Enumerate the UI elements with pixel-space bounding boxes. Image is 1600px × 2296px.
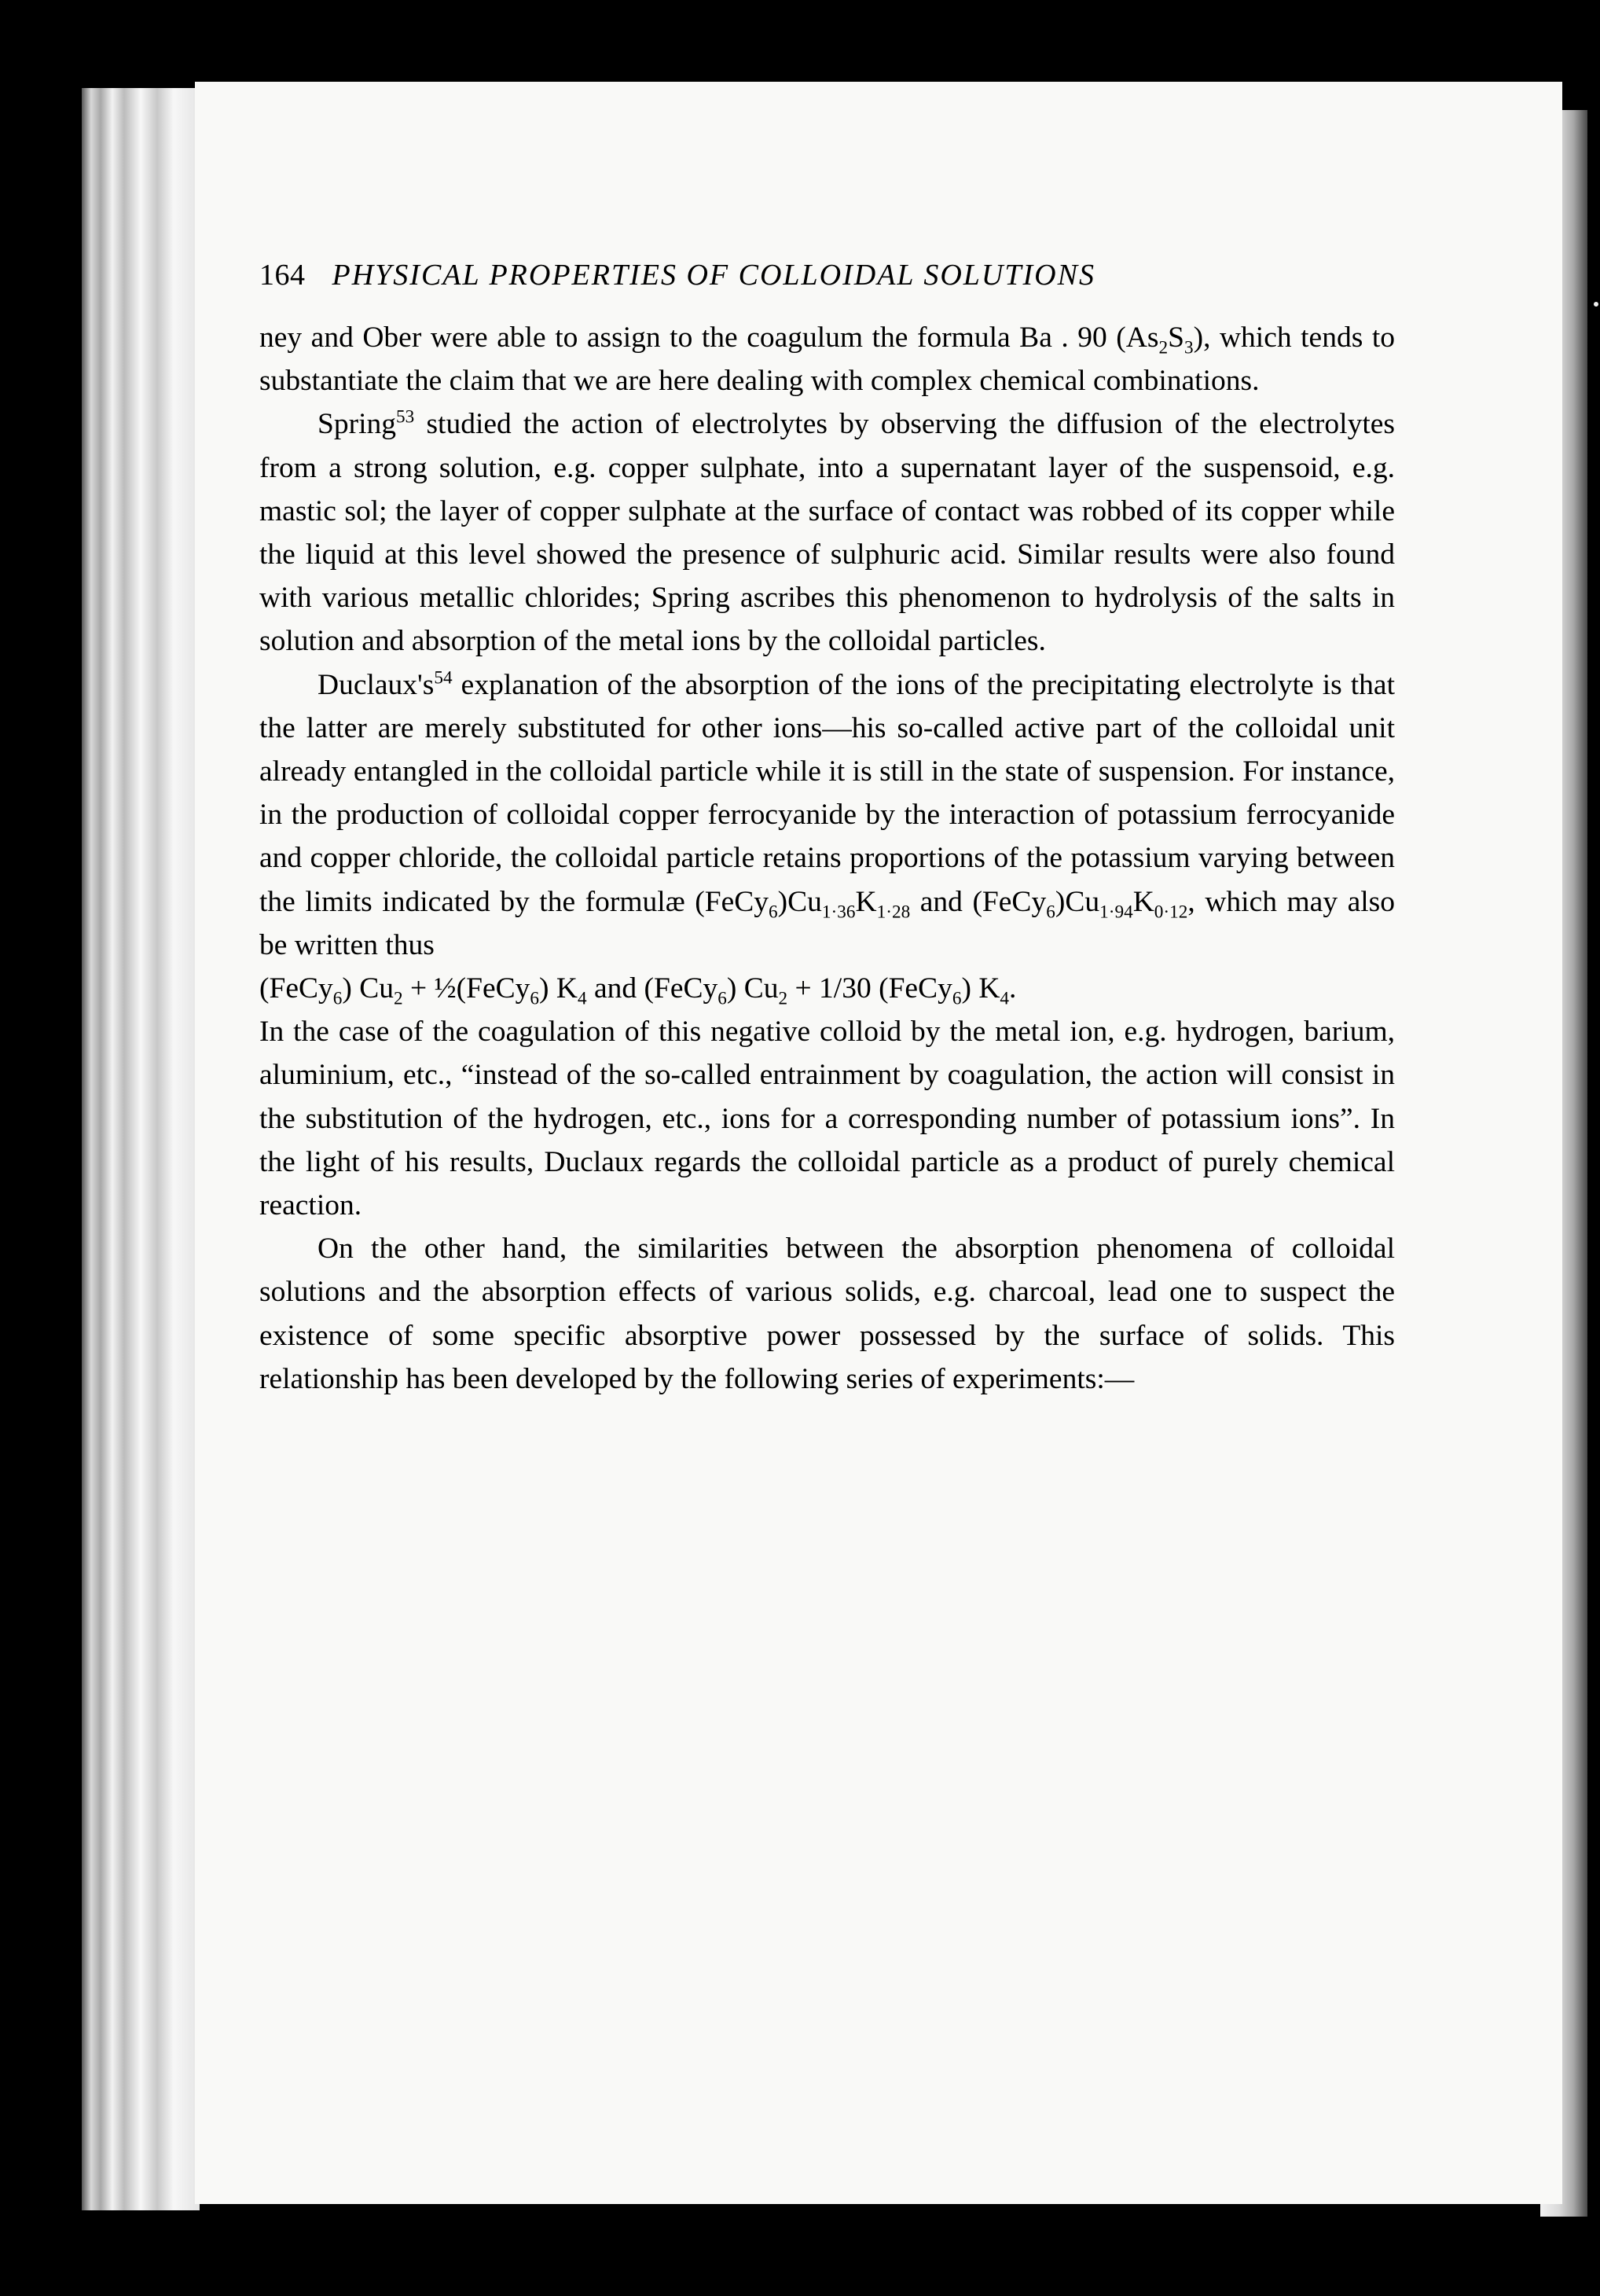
text-run: ney and Ober were able to assign to the coagulum the formula Ba . 90 (As <box>259 321 1159 354</box>
subscript: 3 <box>1183 337 1194 358</box>
subscript: 2 <box>1158 337 1169 358</box>
text-run: K <box>1132 885 1154 918</box>
text-run: ) Cu <box>342 972 394 1005</box>
text-run: )Cu <box>777 885 822 918</box>
footnote-reference: 53 <box>396 406 415 428</box>
text-run: explanation of the absorption of the ions of the precipitating electrolyte is that the latter are merely substituted for other ions—his so-called active part of the colloidal unit already entangled in the colloidal particle while it is still in the state of suspension. For instance, in the production of colloidal copper ferrocyanide by the interaction of potassium ferrocyanide and copper chloride, the colloidal particle retains proportions of the potassium varying between the limits indicated by the formulæ (FeCy <box>259 668 1395 918</box>
paragraph <box>259 663 1395 967</box>
subscript: 6 <box>530 988 540 1009</box>
subscript: 6 <box>769 902 778 923</box>
book-page-edges-left <box>82 88 200 2210</box>
text-run: S <box>1168 321 1184 354</box>
running-head <box>259 258 1395 292</box>
paragraph <box>259 1010 1395 1227</box>
text-run: Spring <box>317 408 397 441</box>
subscript: 1·94 <box>1099 902 1133 923</box>
subscript: 2 <box>394 988 403 1009</box>
text-run: ) K <box>539 972 578 1005</box>
text-run: Duclaux's <box>317 668 435 701</box>
subscript: 1·28 <box>876 902 911 923</box>
paragraph <box>259 402 1395 663</box>
text-run: (FeCy <box>259 972 333 1005</box>
subscript: 2 <box>778 988 788 1009</box>
subscript: 0·12 <box>1154 902 1188 923</box>
text-run: )Cu <box>1055 885 1100 918</box>
subscript: 6 <box>952 988 962 1009</box>
text-run: , which may also be written thus <box>259 885 1396 961</box>
text-run: studied the action of electrolytes by observing the diffusion of the electrolytes from a strong solution, e.g. copper sulphate, into a supernatant layer of the suspensoid, e.g. mastic sol; the layer of copper sulphate at the surface of contact was robbed of its copper while the liquid at this level showed the presence of sulphuric acid. Similar results were also found with various metallic chlorides; Spring ascribes this phenomenon to hydrolysis of the salts in solution and absorption of the metal ions by the colloidal particles. <box>259 408 1395 658</box>
footnote-reference: 54 <box>434 667 453 689</box>
text-run: ) Cu <box>726 972 779 1005</box>
paragraph <box>259 316 1395 402</box>
subscript: 4 <box>1000 988 1010 1009</box>
text-run: and (FeCy <box>910 885 1047 918</box>
text-run: K <box>855 885 877 918</box>
subscript: 4 <box>577 988 587 1009</box>
subscript: 1·36 <box>821 902 856 923</box>
subscript: 6 <box>332 988 343 1009</box>
paragraph <box>259 1227 1395 1401</box>
text-run: On the other hand, the similarities between the absorption phenomena of colloidal solutions and the absorption effects of various solids, e.g. charcoal, lead one to suspect the existence of some specific absorptive power possessed by the surface of solids. This relationship has been developed by the following series of experiments:— <box>259 1232 1395 1395</box>
body-text <box>259 316 1395 1401</box>
text-run: + ½(FeCy <box>402 972 530 1005</box>
equation-line <box>259 967 1395 1010</box>
text-run: . <box>1009 972 1017 1005</box>
scan-speck <box>1594 302 1598 307</box>
text-run: In the case of the coagulation of this negative colloid by the metal ion, e.g. hydrogen, barium, aluminium, etc., “instead of the so-called entrainment by coagulation, the action will consist in the substitution of the hydrogen, etc., ions for a corresponding number of potassium ions”. In the light of his results, Duclaux regards the colloidal particle as a product of purely chemical reaction. <box>259 1016 1395 1222</box>
text-run: ) K <box>961 972 1000 1005</box>
text-run: and (FeCy <box>586 972 718 1005</box>
subscript: 6 <box>717 988 727 1009</box>
text-run: + 1/30 (FeCy <box>787 972 952 1005</box>
page-number: 164 <box>259 259 306 292</box>
text-run: ), which tends to substantiate the claim that we are here dealing with complex chemical combinations. <box>259 321 1395 398</box>
running-title: PHYSICAL PROPERTIES OF COLLOIDAL SOLUTIONS <box>332 259 1095 292</box>
subscript: 6 <box>1046 902 1055 923</box>
